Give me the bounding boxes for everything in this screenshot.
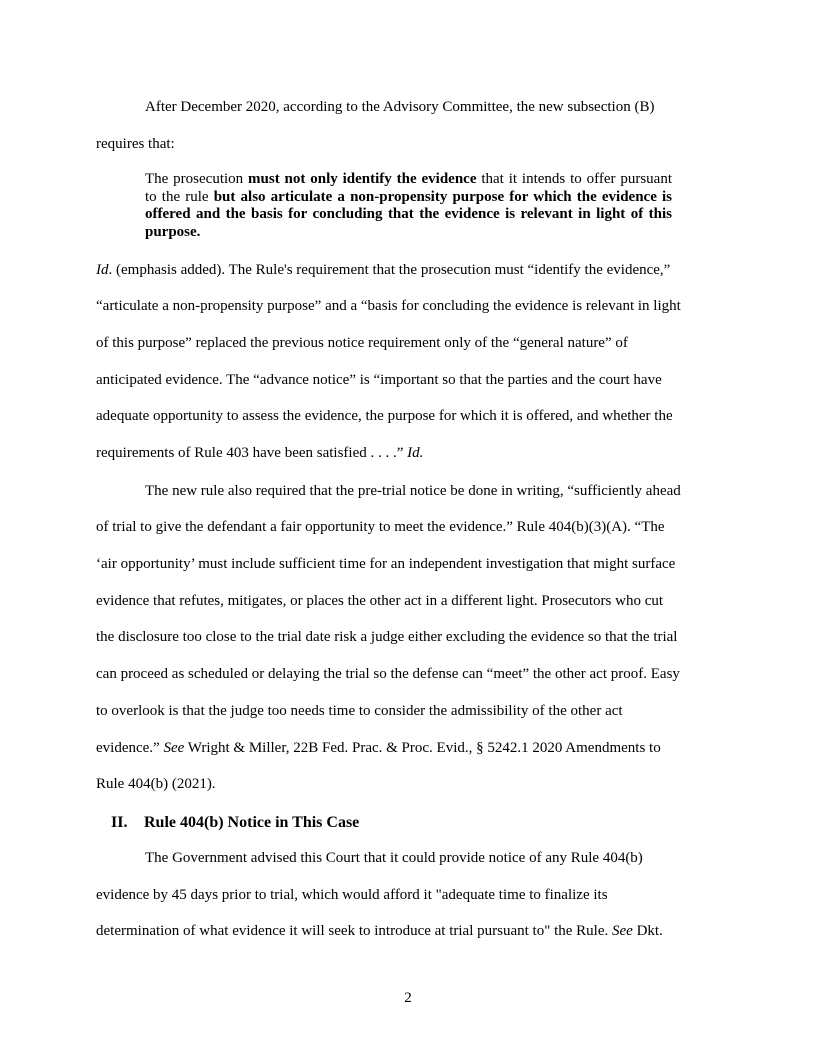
paragraph-line: [96, 444, 423, 462]
paragraph-line: The new rule also required that the pre-trial notice be done in writing, “sufficiently ahead: [145, 483, 681, 499]
quote-text: that it intends to offer pursuant to the rule: [145, 171, 673, 205]
paragraph-text: determination of what evidence it will seek to introduce at trial pursuant to" the Rule.: [96, 923, 612, 939]
paragraph-line: of trial to give the defendant a fair opportunity to meet the evidence.” Rule 404(b)(3)(A). “The: [96, 519, 665, 535]
section-number: II.: [111, 814, 128, 831]
paragraph-text: Wright & Miller, 22B Fed. Prac. & Proc. Evid., § 5242.1 2020 Amendments to: [184, 740, 661, 756]
quote-bold-text: but also articulate a non-propensity purpose for which the evidence is offered and the basis for concluding that the evidence is relevant in light of this purpose.: [145, 188, 672, 240]
paragraph-text: Dkt.: [632, 923, 663, 939]
block-quote: [145, 171, 672, 241]
paragraph-line: ‘air opportunity’ must include sufficient time for an independent investigation that might surface: [96, 556, 676, 572]
paragraph-line: evidence by 45 days prior to trial, which would afford it "adequate time to finalize its: [96, 887, 608, 903]
paragraph-line: of this purpose” replaced the previous notice requirement only of the “general nature” of: [96, 335, 628, 351]
paragraph-text: evidence.”: [96, 740, 164, 756]
paragraph-line: [96, 739, 661, 757]
paragraph-line: “articulate a non-propensity purpose” and a “basis for concluding the evidence is relevant in light: [96, 298, 681, 314]
citation-id: Id.: [407, 445, 424, 461]
citation-signal: See: [611, 923, 633, 939]
quote-bold-text: must not only identify the evidence: [248, 171, 477, 187]
paragraph-line: evidence that refutes, mitigates, or places the other act in a different light. Prosecutors who cut: [96, 593, 664, 609]
section-heading: [111, 813, 359, 833]
section-title: Rule 404(b) Notice in This Case: [144, 814, 360, 831]
paragraph-line: [96, 922, 663, 940]
paragraph-text: requirements of Rule 403 have been satisfied . . . .”: [96, 445, 408, 461]
page-number: 2: [404, 990, 412, 1006]
paragraph-line: requires that:: [96, 136, 175, 152]
paragraph-line: anticipated evidence. The “advance notice” is “important so that the parties and the court have: [96, 372, 662, 388]
quote-text: The prosecution: [145, 171, 249, 187]
paragraph-line: the disclosure too close to the trial date risk a judge either excluding the evidence so that the trial: [96, 629, 678, 645]
citation-id: Id: [96, 262, 109, 278]
paragraph-line: After December 2020, according to the Advisory Committee, the new subsection (B): [145, 99, 655, 115]
citation-signal: See: [163, 740, 185, 756]
paragraph-line: to overlook is that the judge too needs time to consider the admissibility of the other act: [96, 703, 623, 719]
paragraph-text: . (emphasis added). The Rule's requirement that the prosecution must “identify the evidence,”: [108, 262, 671, 278]
paragraph-line: The Government advised this Court that it could provide notice of any Rule 404(b): [145, 850, 643, 866]
paragraph-line: [96, 261, 670, 279]
paragraph-line: adequate opportunity to assess the evidence, the purpose for which it is offered, and whether the: [96, 408, 673, 424]
paragraph-line: can proceed as scheduled or delaying the trial so the defense can “meet” the other act proof. Easy: [96, 666, 680, 682]
paragraph-line: Rule 404(b) (2021).: [96, 776, 216, 792]
